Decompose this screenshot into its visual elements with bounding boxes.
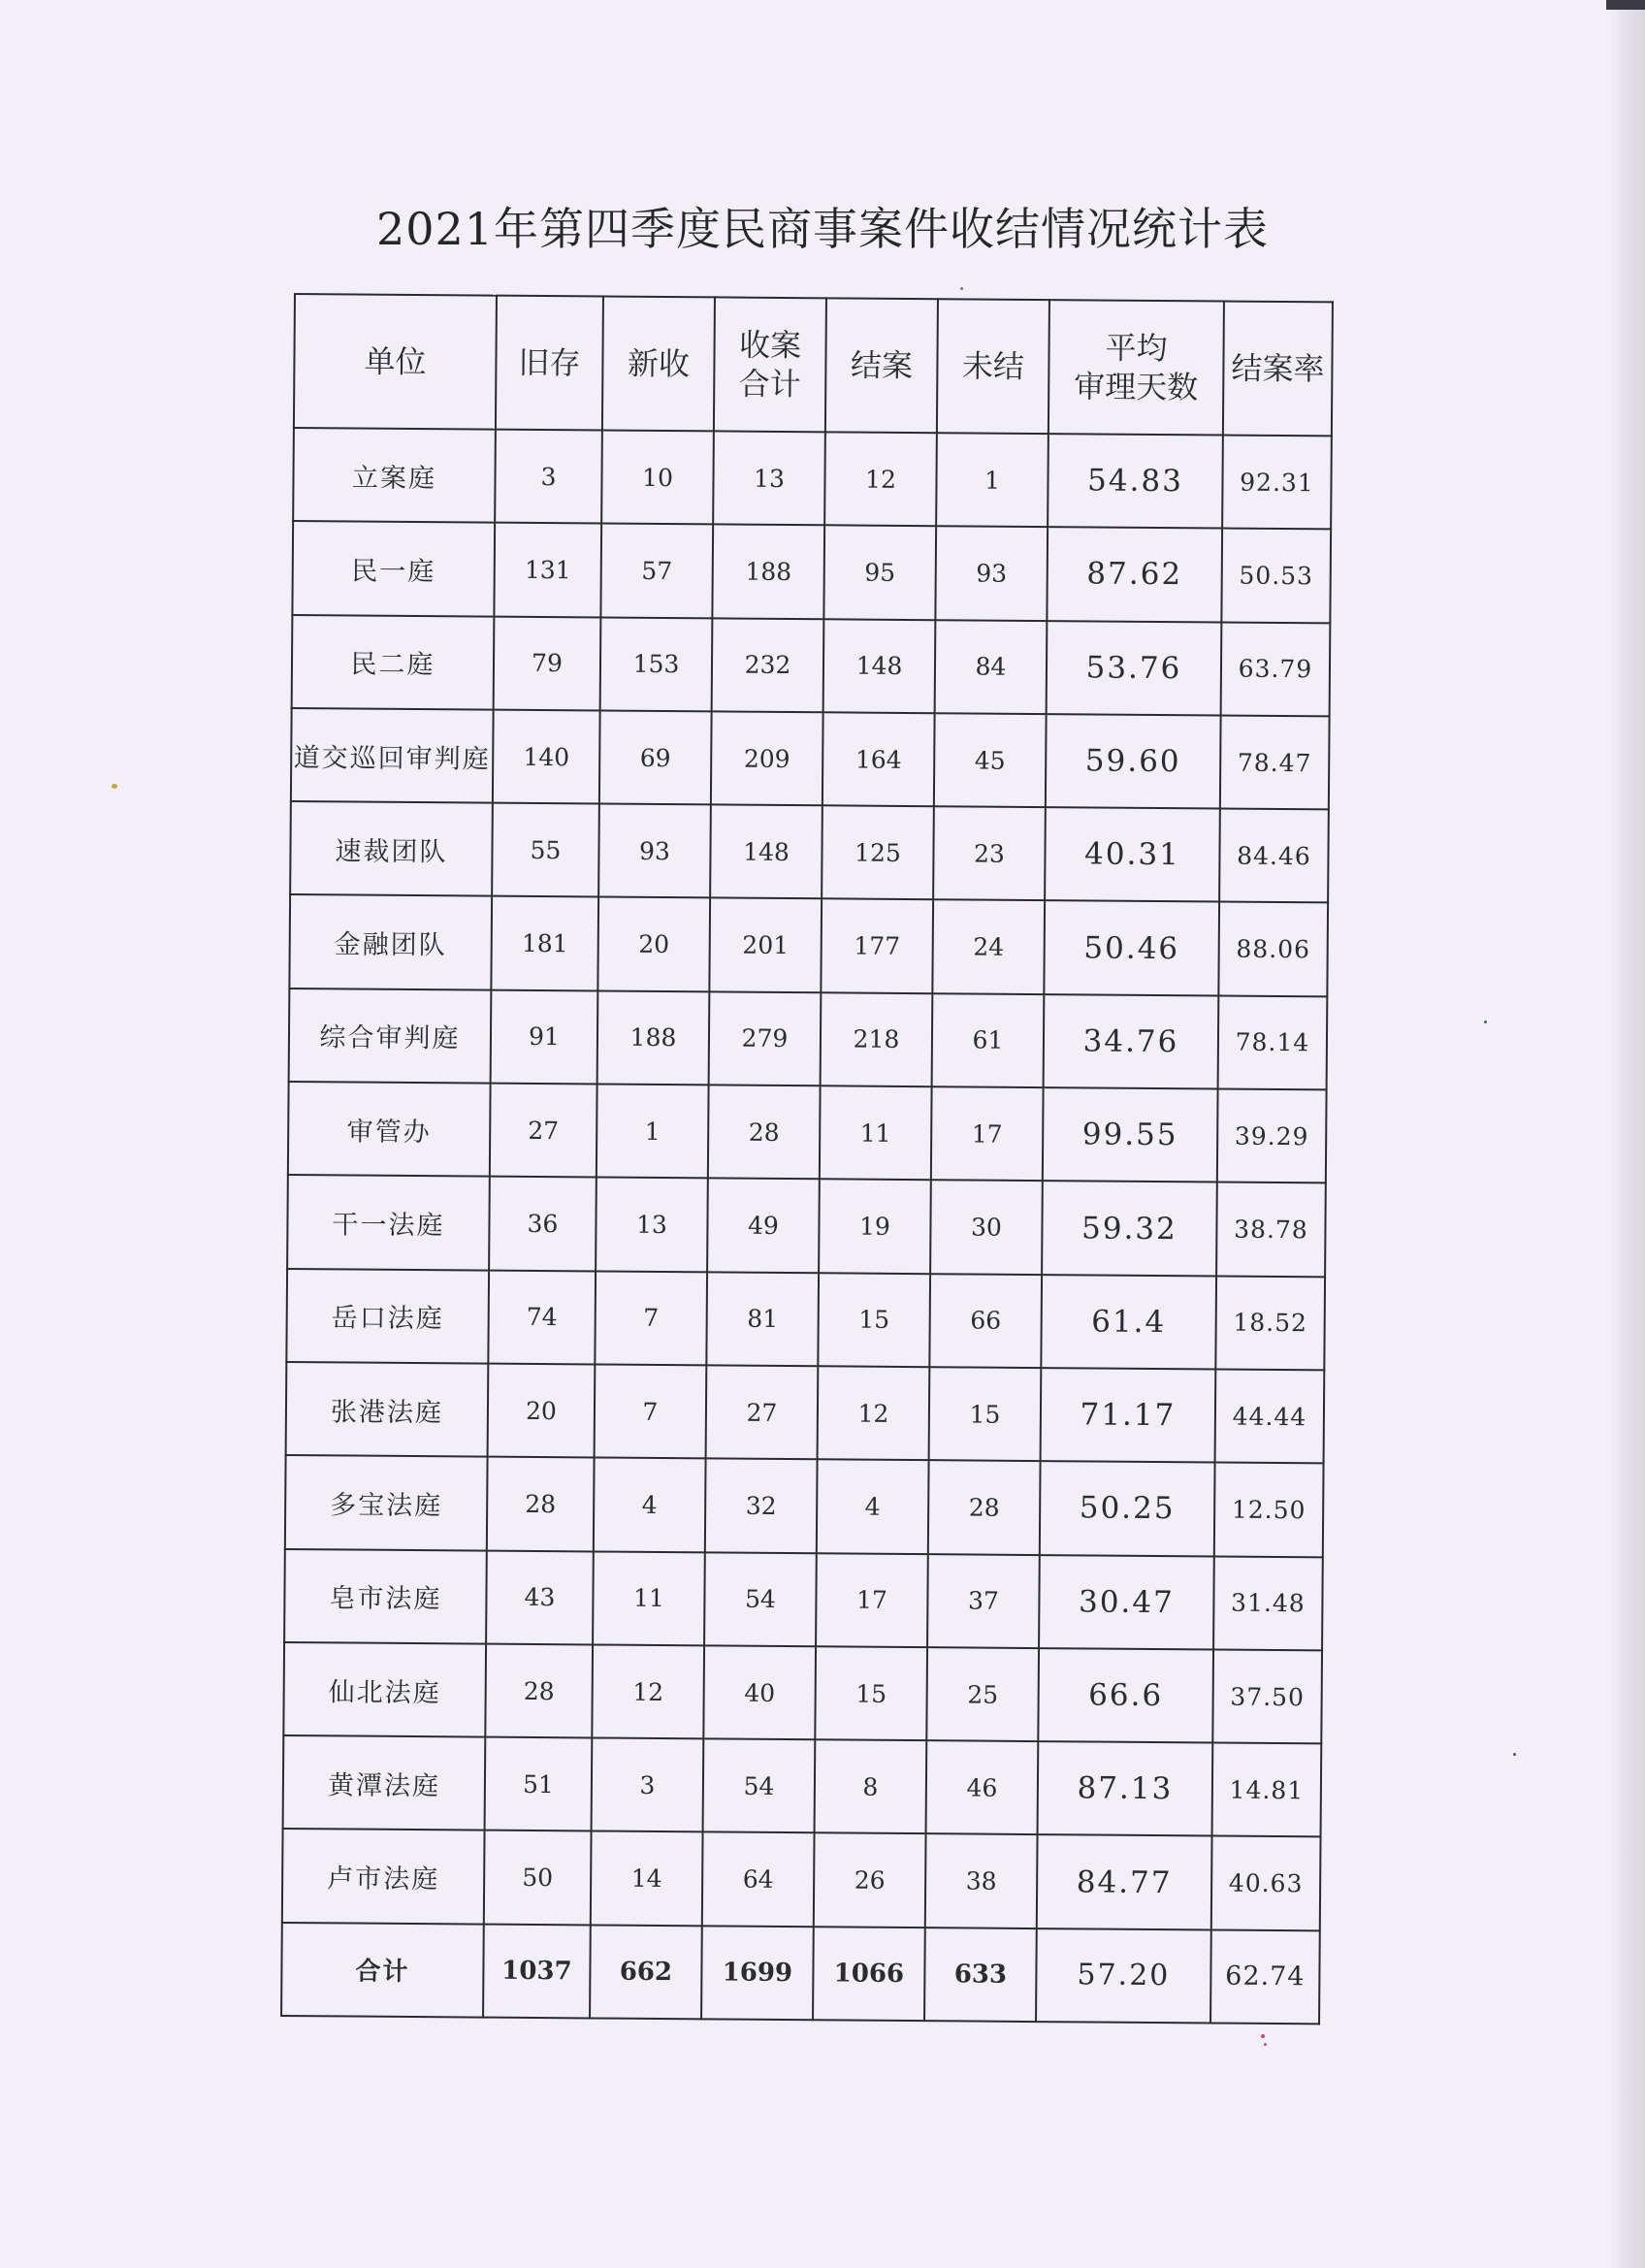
cell-old-stock: 131 xyxy=(494,523,601,617)
cell-avg-days: 34.76 xyxy=(1044,994,1219,1089)
header-old-stock-line: 旧存 xyxy=(518,343,581,382)
cell-new-received: 3 xyxy=(592,1738,704,1832)
cell-close-rate: 38.78 xyxy=(1216,1183,1326,1277)
cell-avg-days: 59.60 xyxy=(1046,714,1221,809)
cell-closed: 148 xyxy=(823,619,936,713)
cell-new-received: 188 xyxy=(597,990,710,1085)
header-unit-line: 单位 xyxy=(364,342,427,381)
table-row xyxy=(284,1549,1323,1651)
cell-new-received: 93 xyxy=(598,804,711,898)
header-new-received xyxy=(602,297,715,432)
table-row xyxy=(290,801,1329,903)
cell-close-rate: 78.47 xyxy=(1220,715,1330,809)
scan-corner-mark xyxy=(1606,0,1645,10)
cell-received-total: 188 xyxy=(712,525,824,619)
cell-unit: 干一法庭 xyxy=(287,1175,490,1270)
table-row xyxy=(283,1642,1322,1744)
cell-unclosed: 38 xyxy=(925,1834,1038,1928)
cell-closed: 125 xyxy=(822,805,934,899)
cell-unclosed: 1 xyxy=(936,433,1048,527)
scan-speck xyxy=(1261,2034,1265,2038)
cell-received-total: 201 xyxy=(709,898,822,992)
cell-avg-days: 84.77 xyxy=(1037,1835,1212,1930)
cell-avg-days: 40.31 xyxy=(1045,807,1220,902)
header-avg-days-line: 审理天数 xyxy=(1074,368,1199,406)
header-received-total-line: 收案 xyxy=(738,326,802,365)
cell-closed: 164 xyxy=(822,712,935,806)
header-unclosed xyxy=(937,299,1049,434)
cell-close-rate: 39.29 xyxy=(1217,1089,1327,1183)
cell-unclosed: 24 xyxy=(932,900,1045,994)
cell-received-total: 148 xyxy=(710,805,822,899)
cell-avg-days: 50.46 xyxy=(1044,901,1219,996)
cell-closed: 4 xyxy=(817,1460,929,1554)
cell-old-stock: 28 xyxy=(487,1457,595,1551)
cell-unit: 立案庭 xyxy=(293,428,496,523)
cell-avg-days: 66.6 xyxy=(1038,1648,1213,1743)
cell-old-stock: 27 xyxy=(490,1084,597,1178)
cell-avg-days: 30.47 xyxy=(1039,1555,1214,1650)
cell-unclosed: 28 xyxy=(928,1460,1041,1554)
cell-new-received: 10 xyxy=(601,431,714,525)
cell-unit: 皂市法庭 xyxy=(284,1549,487,1644)
table-body xyxy=(281,428,1332,2024)
cell-new-received: 14 xyxy=(591,1831,703,1926)
cell-closed: 12 xyxy=(824,432,937,526)
cell-close-rate: 92.31 xyxy=(1222,436,1332,530)
cell-unclosed: 37 xyxy=(927,1554,1040,1648)
header-closed-line: 结案 xyxy=(850,346,914,385)
table-row xyxy=(283,1735,1322,1837)
header-close-rate xyxy=(1223,302,1333,437)
table-row xyxy=(286,1362,1325,1464)
header-new-received-line: 新收 xyxy=(627,344,691,383)
cell-new-received: 12 xyxy=(592,1644,704,1738)
cell-closed: 11 xyxy=(820,1085,932,1180)
cell-avg-days: 54.83 xyxy=(1048,434,1223,529)
header-close-rate-line: 结案率 xyxy=(1231,349,1325,388)
scan-speck xyxy=(112,784,117,789)
cell-closed: 17 xyxy=(816,1553,928,1647)
header-old-stock xyxy=(496,296,603,431)
table-row xyxy=(289,988,1328,1090)
cell-old-stock: 140 xyxy=(493,710,600,804)
cell-new-received: 13 xyxy=(596,1178,708,1272)
cell-received-total: 27 xyxy=(706,1365,819,1459)
cell-unclosed: 17 xyxy=(931,1086,1044,1181)
cell-close-rate: 40.63 xyxy=(1211,1836,1321,1930)
cell-received-total: 81 xyxy=(706,1272,819,1366)
cell-unclosed: 61 xyxy=(932,993,1045,1087)
cell-unit: 民一庭 xyxy=(292,521,495,616)
cell-close-rate: 12.50 xyxy=(1214,1463,1324,1557)
table-row xyxy=(287,1175,1326,1277)
cell-unit: 民二庭 xyxy=(292,615,495,710)
cell-unclosed: 93 xyxy=(935,527,1048,621)
cell-avg-days: 71.17 xyxy=(1041,1368,1216,1463)
header-avg-days-line: 平均 xyxy=(1105,329,1168,368)
table-row xyxy=(293,428,1332,530)
scan-speck xyxy=(1484,1021,1487,1023)
scan-speck xyxy=(1513,1753,1516,1756)
cell-close-rate: 50.53 xyxy=(1221,529,1331,623)
cell-avg-days: 57.20 xyxy=(1036,1928,1211,2024)
header-avg-days xyxy=(1048,300,1224,435)
cell-old-stock: 74 xyxy=(488,1270,596,1364)
cell-new-received: 1 xyxy=(597,1085,709,1179)
cell-closed: 15 xyxy=(815,1646,927,1740)
cell-unit: 多宝法庭 xyxy=(285,1455,488,1550)
total-row xyxy=(281,1923,1320,2025)
cell-received-total: 209 xyxy=(711,711,823,805)
cell-avg-days: 99.55 xyxy=(1043,1087,1218,1183)
cell-close-rate: 62.74 xyxy=(1210,1929,1320,2024)
cell-close-rate: 84.46 xyxy=(1219,809,1329,903)
cell-unclosed: 46 xyxy=(926,1740,1039,1834)
cell-new-received: 69 xyxy=(599,710,712,804)
table-row xyxy=(291,708,1330,810)
cell-closed: 1066 xyxy=(813,1927,925,2021)
header-received-total xyxy=(714,297,826,432)
cell-new-received: 153 xyxy=(600,617,713,711)
cell-received-total: 13 xyxy=(713,431,825,525)
cell-old-stock: 91 xyxy=(491,989,598,1084)
cell-old-stock: 1037 xyxy=(483,1924,591,2018)
table-row xyxy=(292,521,1331,623)
cell-old-stock: 79 xyxy=(494,616,601,710)
cell-old-stock: 43 xyxy=(486,1550,594,1644)
cell-avg-days: 59.32 xyxy=(1042,1181,1217,1276)
cell-old-stock: 50 xyxy=(484,1831,592,1925)
table-row xyxy=(282,1829,1321,1930)
cell-new-received: 7 xyxy=(595,1364,707,1458)
cell-old-stock: 20 xyxy=(488,1364,596,1458)
cell-closed: 12 xyxy=(818,1366,930,1460)
cell-new-received: 11 xyxy=(593,1551,705,1645)
table-row xyxy=(288,1082,1327,1183)
cell-received-total: 1699 xyxy=(701,1926,814,2020)
header-closed xyxy=(825,298,938,433)
cell-unit: 仙北法庭 xyxy=(283,1642,486,1737)
cell-unclosed: 45 xyxy=(934,713,1047,807)
cell-old-stock: 36 xyxy=(489,1177,597,1271)
statistics-table xyxy=(280,293,1334,2025)
header-unclosed-line: 未结 xyxy=(961,347,1025,385)
cell-close-rate: 37.50 xyxy=(1212,1649,1322,1743)
cell-closed: 95 xyxy=(823,526,936,620)
cell-avg-days: 53.76 xyxy=(1047,621,1222,716)
cell-received-total: 32 xyxy=(705,1459,818,1553)
cell-close-rate: 18.52 xyxy=(1215,1276,1325,1370)
cell-close-rate: 78.14 xyxy=(1218,995,1328,1089)
cell-close-rate: 31.48 xyxy=(1213,1556,1323,1650)
cell-received-total: 28 xyxy=(708,1085,821,1179)
cell-closed: 8 xyxy=(815,1739,927,1833)
cell-close-rate: 88.06 xyxy=(1218,902,1328,996)
cell-avg-days: 61.4 xyxy=(1041,1275,1216,1370)
cell-closed: 19 xyxy=(819,1180,931,1274)
table-header-row xyxy=(294,294,1333,436)
cell-old-stock: 51 xyxy=(485,1737,593,1831)
cell-unclosed: 84 xyxy=(935,620,1048,714)
scan-speck xyxy=(960,287,963,290)
table-row xyxy=(285,1455,1324,1557)
cell-avg-days: 87.13 xyxy=(1038,1741,1213,1836)
cell-avg-days: 50.25 xyxy=(1040,1461,1215,1556)
cell-unit: 卢市法庭 xyxy=(282,1829,485,1924)
cell-closed: 26 xyxy=(814,1833,926,1928)
cell-avg-days: 87.62 xyxy=(1047,527,1222,622)
cell-unit: 金融团队 xyxy=(289,894,492,989)
cell-unit: 合计 xyxy=(281,1923,484,2018)
cell-unclosed: 25 xyxy=(926,1647,1039,1741)
table-row xyxy=(289,894,1328,996)
cell-old-stock: 181 xyxy=(491,896,598,990)
scan-edge-shadow xyxy=(1610,0,1645,2268)
cell-unit: 道交巡回审判庭 xyxy=(291,708,494,803)
cell-new-received: 20 xyxy=(597,897,710,991)
cell-closed: 15 xyxy=(818,1273,930,1367)
cell-unclosed: 30 xyxy=(930,1181,1043,1275)
cell-unit: 岳口法庭 xyxy=(286,1269,489,1364)
cell-received-total: 54 xyxy=(703,1739,816,1833)
cell-new-received: 7 xyxy=(595,1271,707,1365)
cell-close-rate: 63.79 xyxy=(1221,622,1331,716)
cell-unit: 速裁团队 xyxy=(290,801,493,896)
cell-unit: 综合审判庭 xyxy=(289,988,492,1084)
scan-speck xyxy=(1264,2043,1267,2046)
statistics-sheet xyxy=(280,293,1334,2025)
cell-new-received: 57 xyxy=(600,524,713,618)
cell-closed: 177 xyxy=(821,899,933,993)
document-title: 2021年第四季度民商事案件收结情况统计表 xyxy=(375,203,1270,255)
cell-received-total: 64 xyxy=(702,1832,815,1927)
table-row xyxy=(286,1269,1325,1371)
table-row xyxy=(292,615,1331,717)
cell-new-received: 662 xyxy=(590,1925,702,2019)
header-unit xyxy=(294,294,497,430)
cell-close-rate: 14.81 xyxy=(1212,1743,1322,1837)
cell-received-total: 232 xyxy=(712,618,824,712)
cell-received-total: 49 xyxy=(707,1179,820,1273)
cell-unit: 张港法庭 xyxy=(286,1362,489,1457)
cell-close-rate: 44.44 xyxy=(1215,1369,1325,1463)
cell-unclosed: 633 xyxy=(924,1928,1037,2022)
cell-closed: 218 xyxy=(821,992,933,1086)
cell-new-received: 4 xyxy=(594,1458,706,1552)
cell-old-stock: 28 xyxy=(485,1643,593,1737)
cell-received-total: 54 xyxy=(704,1552,817,1646)
header-received-total-line: 合计 xyxy=(738,365,801,404)
cell-unit: 黄潭法庭 xyxy=(283,1735,486,1831)
cell-received-total: 40 xyxy=(703,1645,816,1739)
cell-unclosed: 66 xyxy=(929,1274,1042,1368)
cell-old-stock: 55 xyxy=(492,803,599,897)
cell-unclosed: 23 xyxy=(933,806,1046,900)
cell-old-stock: 3 xyxy=(495,430,602,524)
cell-unit: 审管办 xyxy=(288,1082,491,1177)
cell-received-total: 279 xyxy=(709,991,822,1085)
cell-unclosed: 15 xyxy=(929,1367,1042,1461)
